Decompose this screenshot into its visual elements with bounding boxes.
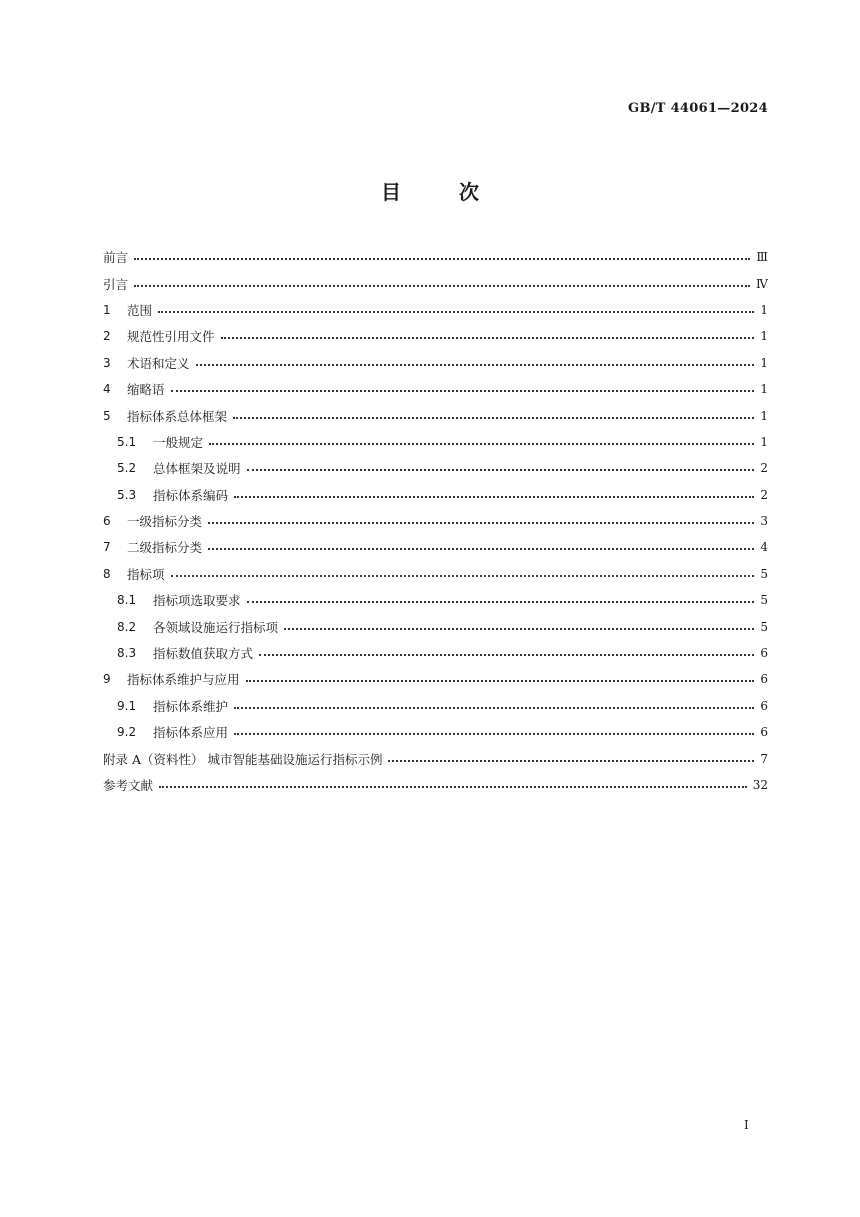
toc-entry-label: 各领域设施运行指标项 <box>153 619 279 635</box>
toc-entry-label: 缩略语 <box>127 382 165 398</box>
toc-dot-leader <box>234 496 754 498</box>
toc-entry-label: 前言 <box>103 250 129 266</box>
toc-entry[interactable] <box>103 297 768 323</box>
toc-dot-leader <box>196 364 754 366</box>
toc-entry-page: 2 <box>760 461 768 476</box>
table-of-contents <box>103 244 768 798</box>
toc-entry[interactable] <box>103 693 768 719</box>
toc-entry-page: Ⅳ <box>756 276 768 291</box>
toc-entry-page: 6 <box>760 725 768 740</box>
toc-dot-leader <box>134 285 750 287</box>
toc-entry-page: 1 <box>760 355 768 370</box>
page-number: I <box>744 1118 749 1132</box>
toc-dot-leader <box>246 680 754 682</box>
toc-entry-label: 引言 <box>103 276 129 292</box>
toc-entry-number: 1 <box>103 302 111 317</box>
toc-dot-leader <box>158 311 754 313</box>
toc-entry-number: 4 <box>103 382 111 397</box>
toc-entry-page: 1 <box>760 329 768 344</box>
toc-entry[interactable] <box>103 244 768 270</box>
toc-entry-page: 1 <box>760 382 768 397</box>
toc-entry[interactable] <box>103 482 768 508</box>
toc-entry[interactable] <box>103 613 768 639</box>
toc-entry-label: 指标项选取要求 <box>153 593 241 609</box>
toc-entry[interactable] <box>103 587 768 613</box>
toc-entry-label: 规范性引用文件 <box>127 329 215 345</box>
toc-entry-page: 6 <box>760 698 768 713</box>
toc-entry-page: 5 <box>760 566 768 581</box>
toc-dot-leader <box>208 522 754 524</box>
toc-entry-label: 指标数值获取方式 <box>153 646 254 662</box>
toc-entry-label: 指标体系总体框架 <box>127 408 228 424</box>
toc-entry-label: 指标项 <box>127 566 165 582</box>
toc-entry-number: 5.2 <box>117 461 137 476</box>
toc-dot-leader <box>171 390 754 392</box>
toc-entry[interactable] <box>103 455 768 481</box>
toc-entry[interactable] <box>103 666 768 692</box>
toc-dot-leader <box>171 575 754 577</box>
toc-entry-number: 5.1 <box>117 434 137 449</box>
toc-entry-number: 5.3 <box>117 487 137 502</box>
toc-entry-page: 1 <box>760 408 768 423</box>
toc-entry-page: 3 <box>760 514 768 529</box>
toc-entry-number: 8.2 <box>117 619 137 634</box>
toc-entry[interactable] <box>103 323 768 349</box>
toc-entry-page: 6 <box>760 672 768 687</box>
toc-entry-label: 指标体系应用 <box>153 725 229 741</box>
toc-entry-label: 指标体系维护与应用 <box>127 672 240 688</box>
title-char-2: 次 <box>458 180 479 204</box>
toc-entry[interactable] <box>103 719 768 745</box>
toc-entry[interactable] <box>103 350 768 376</box>
toc-entry-page: 32 <box>752 778 768 792</box>
toc-entry[interactable] <box>103 561 768 587</box>
toc-dot-leader <box>234 733 754 735</box>
toc-entry[interactable] <box>103 429 768 455</box>
toc-entry-label: 范围 <box>127 302 153 318</box>
toc-entry-number: 9.2 <box>117 725 137 740</box>
toc-entry-number: 9 <box>103 672 111 687</box>
toc-entry-page: 7 <box>760 751 768 766</box>
toc-entry-label: 参考文献 <box>103 778 154 793</box>
toc-entry-page: 5 <box>760 619 768 634</box>
toc-dot-leader <box>208 548 754 550</box>
toc-entry[interactable] <box>103 534 768 560</box>
toc-entry-page: 2 <box>760 487 768 502</box>
toc-entry-label: 指标体系维护 <box>153 698 229 714</box>
title-char-1: 目 <box>381 180 402 204</box>
toc-dot-leader <box>388 760 754 762</box>
toc-entry-page: 1 <box>760 302 768 317</box>
toc-entry-number: 3 <box>103 355 111 370</box>
toc-entry-number: 9.1 <box>117 698 137 713</box>
toc-entry-label: 一般规定 <box>153 434 204 450</box>
toc-entry-page: 1 <box>760 434 768 449</box>
toc-entry[interactable] <box>103 745 768 771</box>
toc-entry-number: 7 <box>103 540 111 555</box>
toc-dot-leader <box>247 601 754 603</box>
toc-entry-label: 总体框架及说明 <box>153 461 241 477</box>
toc-dot-leader <box>233 417 754 419</box>
toc-entry-label: 附录 A（资料性） 城市智能基础设施运行指标示例 <box>103 751 383 767</box>
toc-entry-page: Ⅲ <box>756 250 768 265</box>
toc-entry-label: 二级指标分类 <box>127 540 203 556</box>
toc-dot-leader <box>209 443 754 445</box>
toc-entry-number: 6 <box>103 514 111 529</box>
toc-dot-leader <box>134 258 750 260</box>
toc-entry[interactable] <box>103 508 768 534</box>
page-title <box>0 176 860 205</box>
toc-entry-label: 一级指标分类 <box>127 514 203 530</box>
toc-entry-number: 8.1 <box>117 593 137 608</box>
toc-dot-leader <box>247 469 754 471</box>
toc-entry[interactable] <box>103 376 768 402</box>
toc-dot-leader <box>234 707 754 709</box>
toc-entry-number: 8.3 <box>117 646 137 661</box>
toc-dot-leader <box>284 628 754 630</box>
toc-dot-leader <box>159 786 747 788</box>
toc-entry-number: 8 <box>103 566 111 581</box>
toc-entry-label: 术语和定义 <box>127 355 190 371</box>
toc-entry[interactable] <box>103 270 768 296</box>
toc-entry-page: 5 <box>760 593 768 608</box>
toc-entry[interactable] <box>103 772 768 798</box>
toc-entry[interactable] <box>103 402 768 428</box>
toc-entry-page: 4 <box>760 540 768 555</box>
toc-dot-leader <box>221 337 754 339</box>
toc-entry-number: 5 <box>103 408 111 423</box>
toc-entry-label: 指标体系编码 <box>153 487 229 503</box>
toc-entry-page: 6 <box>760 646 768 661</box>
toc-dot-leader <box>259 654 754 656</box>
toc-entry[interactable] <box>103 640 768 666</box>
toc-entry-number: 2 <box>103 329 111 344</box>
standard-code: GB/T 44061—2024 <box>628 101 768 116</box>
